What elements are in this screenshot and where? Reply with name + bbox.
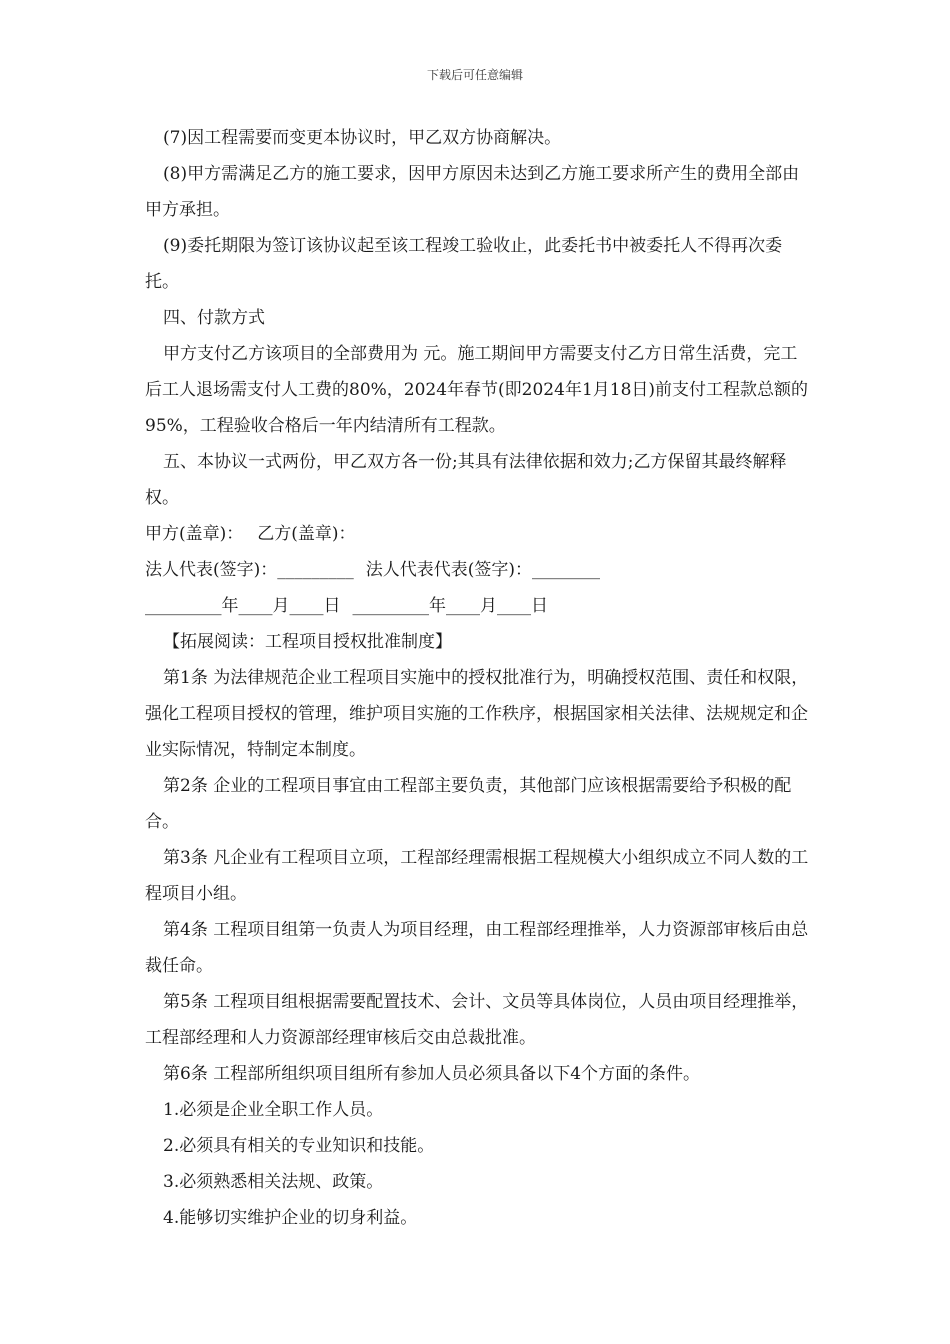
condition-item: 3.必须熟悉相关法规、政策。 — [163, 1172, 384, 1192]
signature-date-line — [145, 588, 810, 624]
party-b-date: _________年____月____日 — [352, 596, 548, 616]
party-b-representative: 法人代表代表(签字)：________ — [365, 560, 601, 580]
clause-7: (7)因工程需要而变更本协议时，甲乙双方协商解决。 — [163, 128, 562, 148]
article-2: 第2条 企业的工程项目事宜由工程部主要负责，其他部门应该根据需要给予积极的配合。 — [145, 776, 792, 832]
clause-9: (9)委托期限为签订该协议起至该工程竣工验收止，此委托书中被委托人不得再次委托。 — [145, 236, 783, 292]
condition-item: 1.必须是企业全职工作人员。 — [163, 1100, 384, 1120]
section-5: 五、本协议一式两份，甲乙双方各一份;其具有法律依据和效力;乙方保留其最终解释权。 — [145, 452, 787, 508]
condition-item: 4.能够切实维护企业的切身利益。 — [163, 1208, 418, 1228]
section-4-title: 四、付款方式 — [163, 308, 265, 328]
extended-reading-title: 【拓展阅读：工程项目授权批准制度】 — [163, 632, 452, 652]
article-3: 第3条 凡企业有工程项目立项，工程部经理需根据工程规模大小组织成立不同人数的工程项目小组。 — [145, 848, 809, 904]
article-4: 第4条 工程项目组第一负责人为项目经理，由工程部经理推举，人力资源部审核后由总裁任命。 — [145, 920, 809, 976]
article-5: 第5条 工程项目组根据需要配置技术、会计、文员等具体岗位，人员由项目经理推举，工程部经理和人力资源部经理审核后交由总裁批准。 — [145, 992, 809, 1048]
signature-party-line — [145, 516, 810, 552]
party-a-seal: 甲方(盖章)： — [145, 524, 244, 544]
document-body — [145, 120, 810, 1236]
signature-rep-line — [145, 552, 810, 588]
article-6: 第6条 工程部所组织项目组所有参加人员必须具备以下4个方面的条件。 — [163, 1064, 701, 1084]
condition-item: 2.必须具有相关的专业知识和技能。 — [163, 1136, 435, 1156]
article-1: 第1条 为法律规范企业工程项目实施中的授权批准行为，明确授权范围、责任和权限，强化工程项目授权的管理，维护项目实施的工作秩序，根据国家相关法律、法规规定和企业实际情况，特制定本制度。 — [145, 668, 809, 760]
clause-8: (8)甲方需满足乙方的施工要求，因甲方原因未达到乙方施工要求所产生的费用全部由甲方承担。 — [145, 164, 800, 220]
page-header: 下载后可任意编辑 — [426, 68, 523, 82]
section-4-body: 甲方支付乙方该项目的全部费用为 元。施工期间甲方需要支付乙方日常生活费，完工后工人退场需支付人工费的80%，2024年春节(即2024年1月18日)前支付工程款总额的95%，工程验收合格后一年内结清所有工程款。 — [145, 344, 809, 436]
party-b-seal: 乙方(盖章)： — [257, 524, 356, 544]
party-a-date: _________年____月____日 — [145, 596, 341, 616]
party-a-representative: 法人代表(签字)：_________ — [145, 560, 354, 580]
